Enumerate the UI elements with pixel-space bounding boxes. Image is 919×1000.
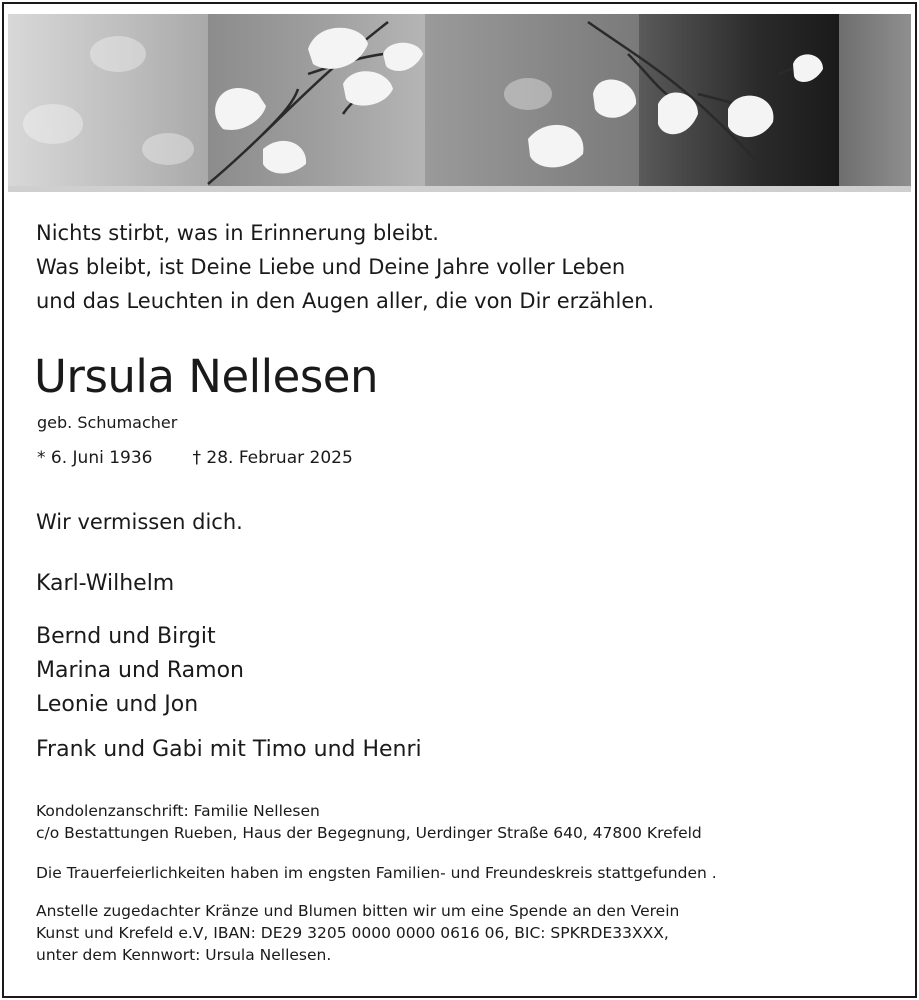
donation-line: unter dem Kennwort: Ursula Nellesen. [36, 946, 332, 964]
mourner-name: Marina und Ramon [36, 658, 245, 683]
condolence-address [36, 800, 702, 844]
deceased-name: Ursula Nellesen [34, 350, 378, 403]
mourner-name: Leonie und Jon [36, 692, 199, 717]
donation-line: Kunst und Krefeld e.V, IBAN: DE29 3205 0000 0000 0616 06, BIC: SPKRDE33XXX, [36, 924, 669, 942]
mourner-group [36, 620, 244, 722]
mourner-name: Frank und Gabi mit Timo und Henri [36, 737, 422, 762]
condolence-line: c/o Bestattungen Rueben, Haus der Begegnung, Uerdinger Straße 640, 47800 Krefeld [36, 824, 702, 842]
motto-line: Was bleibt, ist Deine Liebe und Deine Jahre voller Leben [36, 255, 626, 279]
mourner-name: Bernd und Birgit [36, 624, 216, 649]
motto-line: und das Leuchten in den Augen aller, die von Dir erzählen. [36, 289, 655, 313]
banner-divider [8, 186, 911, 192]
death-date: † 28. Februar 2025 [192, 448, 353, 468]
ginkgo-leaves-banner-image [8, 14, 911, 186]
donation-request [36, 900, 679, 966]
farewell-message: Wir vermissen dich. [36, 510, 243, 534]
motto-line: Nichts stirbt, was in Erinnerung bleibt. [36, 221, 439, 245]
donation-line: Anstelle zugedachter Kränze und Blumen bitten wir um eine Spende an den Verein [36, 902, 680, 920]
life-dates [37, 448, 353, 468]
ginkgo-leaves-illustration [8, 14, 911, 186]
birth-date: * 6. Juni 1936 [37, 448, 153, 468]
condolence-line: Kondolenzanschrift: Familie Nellesen [36, 802, 320, 820]
mourner-name: Karl-Wilhelm [36, 571, 175, 596]
motto-verse [36, 216, 654, 318]
obituary-notice [2, 2, 917, 998]
ceremony-note: Die Trauerfeierlichkeiten haben im engsten Familien- und Freundeskreis stattgefunden . [36, 864, 717, 882]
maiden-name: geb. Schumacher [37, 413, 178, 432]
